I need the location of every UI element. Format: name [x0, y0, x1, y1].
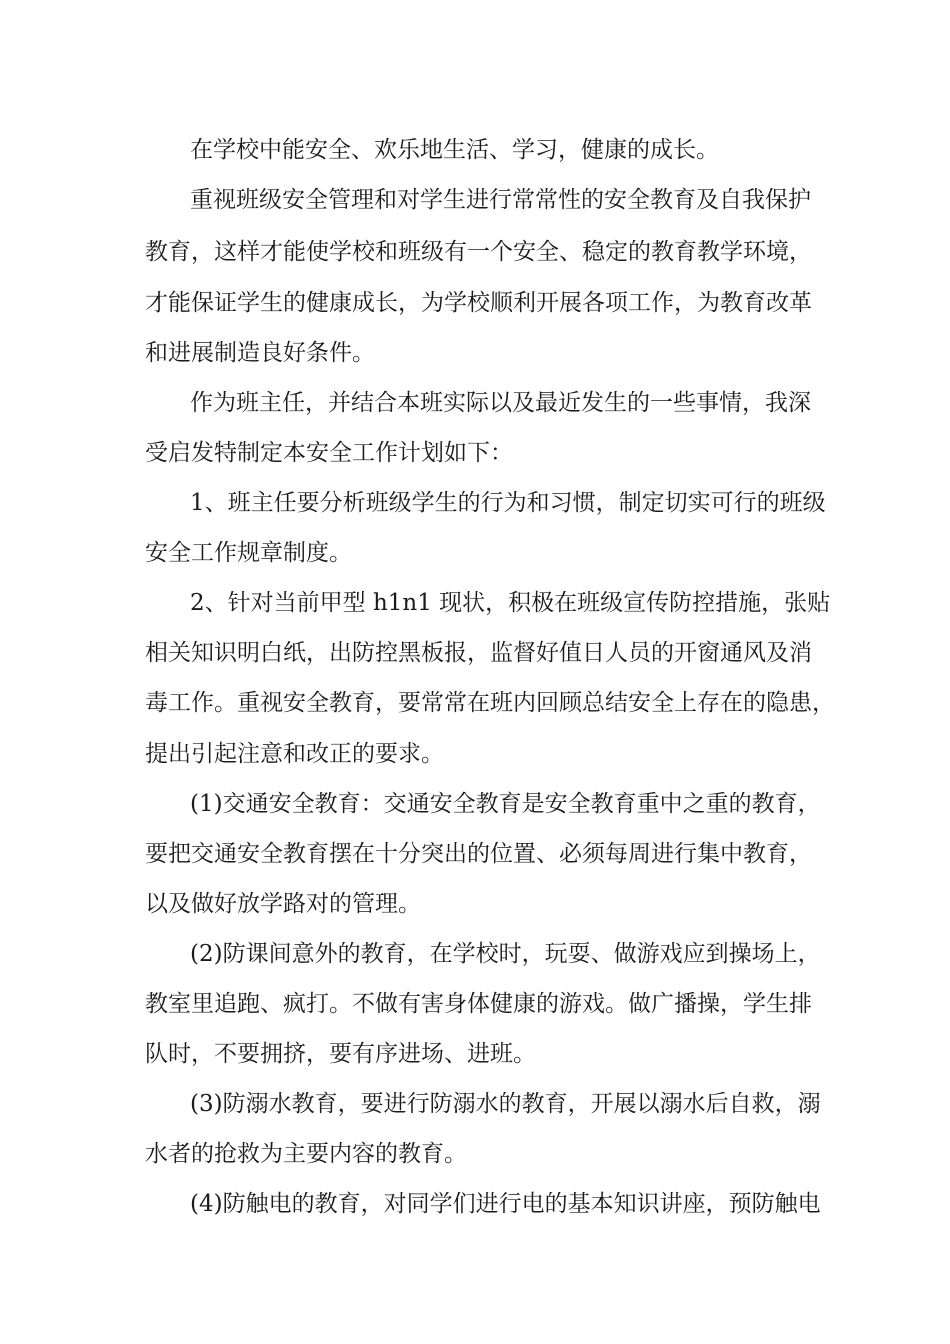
- paragraph-line: 提出引起注意和改正的要求。: [145, 741, 444, 767]
- paragraph-line: 作为班主任，并结合本班实际以及最近发生的一些事情，我深: [190, 390, 811, 416]
- paragraph-line: 才能保证学生的健康成长，为学校顺利开展各项工作，为教育改革: [145, 290, 812, 316]
- paragraph-line: 受启发特制定本安全工作计划如下：: [145, 440, 513, 466]
- paragraph-line: 教室里追跑、疯打。不做有害身体健康的游戏。做广播操，学生排: [145, 991, 812, 1017]
- paragraph-line: 毒工作。重视安全教育，要常常在班内回顾总结安全上存在的隐患，: [145, 690, 835, 716]
- paragraph-line: 要把交通安全教育摆在十分突出的位置、必须每周进行集中教育，: [145, 841, 812, 867]
- paragraph-line: 和进展制造良好条件。: [145, 340, 375, 366]
- paragraph-line: 2、针对当前甲型 h1n1 现状，积极在班级宣传防控措施，张贴: [190, 590, 831, 616]
- paragraph-line: 水者的抢救为主要内容的教育。: [145, 1141, 467, 1167]
- paragraph-line: 在学校中能安全、欢乐地生活、学习，健康的成长。: [190, 137, 719, 163]
- paragraph-line: 1、班主任要分析班级学生的行为和习惯，制定切实可行的班级: [190, 490, 826, 516]
- paragraph-line: (4)防触电的教育，对同学们进行电的基本知识讲座，预防触电: [190, 1191, 821, 1217]
- paragraph-line: 相关知识明白纸，出防控黑板报，监督好值日人员的开窗通风及消: [145, 640, 812, 666]
- paragraph-line: 教育，这样才能使学校和班级有一个安全、稳定的教育教学环境，: [145, 239, 812, 265]
- paragraph-line: 队时，不要拥挤，要有序进场、进班。: [145, 1041, 536, 1067]
- paragraph-line: (1)交通安全教育：交通安全教育是安全教育重中之重的教育，: [190, 791, 821, 817]
- paragraph-line: (3)防溺水教育，要进行防溺水的教育，开展以溺水后自救，溺: [190, 1091, 821, 1117]
- paragraph-line: 安全工作规章制度。: [145, 540, 352, 566]
- paragraph-line: 以及做好放学路对的管理。: [145, 891, 421, 917]
- paragraph-line: (2)防课间意外的教育，在学校时，玩耍、做游戏应到操场上，: [190, 941, 821, 967]
- paragraph-line: 重视班级安全管理和对学生进行常常性的安全教育及自我保护: [190, 187, 811, 213]
